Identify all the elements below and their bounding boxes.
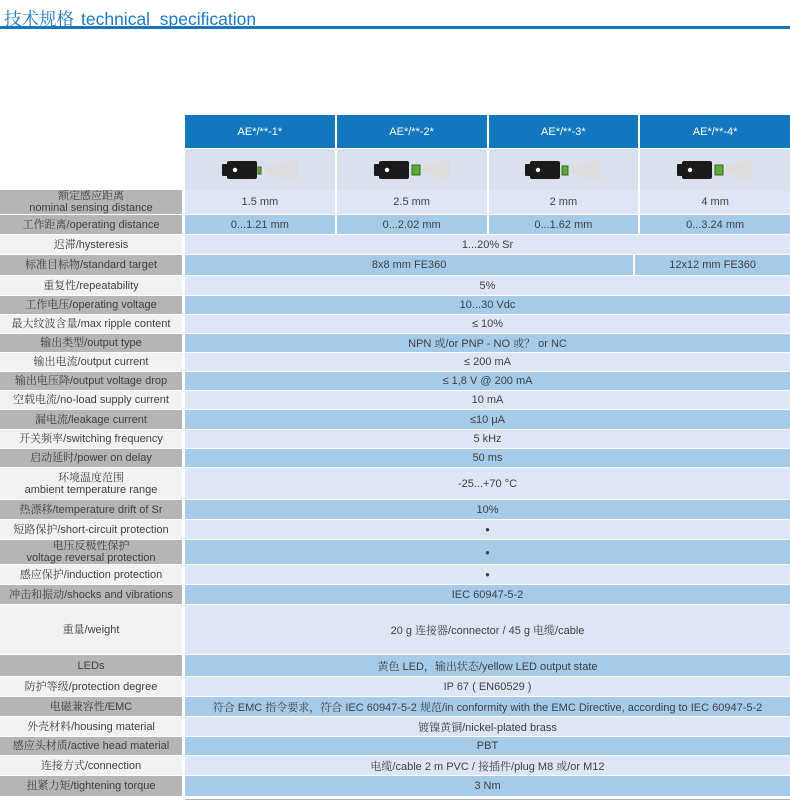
sensor-image-row [0,149,790,190]
spec-row-label: 迟滞/hysteresis [0,235,182,255]
spec-row-values [185,353,790,372]
spec-row-label: 冲击和振动/shocks and vibrations [0,585,182,605]
spec-row-values [185,235,790,255]
spec-value-cell: ● [185,520,790,540]
spec-value-cell: 12x12 mm FE360 [633,255,790,276]
spec-row-values [185,655,790,677]
spec-value-cell: ≤ 200 mA [185,353,790,372]
spec-row-label: 热漂移/temperature drift of Sr [0,500,182,520]
spec-row-label: 最大纹波含量/max ripple content [0,315,182,334]
spec-row-values [185,449,790,468]
spec-row-label: 空载电流/no-load supply current [0,391,182,410]
spec-row-values [185,296,790,315]
spec-row-values [185,315,790,334]
spec-row-values [185,605,790,655]
spec-row-values [185,585,790,605]
spec-row-label: 输出电流/output current [0,353,182,372]
sensor-beam-icon [524,156,602,184]
spec-value-cell: ● [185,565,790,585]
column-header-1: AE*/**-1* [185,115,335,148]
spec-row-label: 漏电流/leakage current [0,410,182,430]
spec-value-cell: 2.5 mm [335,190,487,215]
spec-row-values [185,276,790,296]
spec-value-cell: ≤ 10% [185,315,790,334]
spec-value-cell: ● [185,540,790,565]
spec-value-cell: 1.5 mm [185,190,335,215]
spec-value-cell: PBT [185,737,790,756]
spec-row-label: 环境温度范围 ambient temperature range [0,468,182,500]
spec-row-label: 外壳材料/housing material [0,717,182,737]
spec-value-cell: 4 mm [638,190,790,215]
spec-value-cell: 符合 EMC 指令要求，符合 IEC 60947-5-2 规范/in conformity with the EMC Directive, according to IEC 60947-5-2 [185,697,790,717]
spec-row-label: 启动延时/power on delay [0,449,182,468]
spec-row [0,296,790,315]
spec-value-cell: 5 kHz [185,430,790,449]
sensor-image-cell [487,149,639,190]
spec-value-cell: 黄色 LED，输出状态/yellow LED output state [185,655,790,677]
spec-row [0,776,790,797]
spec-row-values [185,717,790,737]
page-title-zh: 技术规格 [4,9,74,29]
spec-value-cell: 0...1.62 mm [487,215,639,235]
spec-row-values [185,520,790,540]
spec-row [0,717,790,737]
column-header-2: AE*/**-2* [335,115,487,148]
spec-row-label: 标准目标物/standard target [0,255,182,276]
spec-row [0,334,790,353]
spec-row-label: 感应保护/induction protection [0,565,182,585]
spec-row [0,235,790,255]
spec-value-cell: NPN 或/or PNP - NO 或？ or NC [185,334,790,353]
spec-value-cell: 10% [185,500,790,520]
spec-value-cell: 8x8 mm FE360 [185,255,633,276]
spec-row-label: 电磁兼容性/EMC [0,697,182,717]
spec-row-label: LEDs [0,655,182,677]
spec-row-values [185,776,790,797]
spec-value-cell: 2 mm [487,190,639,215]
spec-value-cell: ≤10 μA [185,410,790,430]
spec-row-values [185,190,790,215]
spec-table [0,115,790,800]
spec-value-cell: 0...3.24 mm [638,215,790,235]
column-header-3: AE*/**-3* [487,115,639,148]
page-title [0,0,790,29]
sensor-image-cell [185,149,335,190]
spec-row [0,520,790,540]
spec-value-cell: 镀镍黄铜/nickel-plated brass [185,717,790,737]
spec-row-values [185,540,790,565]
sensor-image-cell [638,149,790,190]
spec-row-label: 扭紧力矩/tightening torque [0,776,182,797]
spec-row-label: 输出类型/output type [0,334,182,353]
spec-row-values [185,391,790,410]
spec-row-label: 短路保护/short-circuit protection [0,520,182,540]
spec-row-values [185,756,790,776]
spec-row [0,540,790,565]
spec-row [0,315,790,334]
spec-row [0,353,790,372]
sensor-image-cell [335,149,487,190]
header-spacer [0,115,185,148]
page-title-en: technical specification [81,9,257,29]
spec-row [0,468,790,500]
spec-value-cell: -25...+70 °C [185,468,790,500]
spec-value-cell: 5% [185,276,790,296]
spec-row [0,449,790,468]
spec-row-label: 工作距离/operating distance [0,215,182,235]
image-row-spacer [0,149,185,190]
spec-value-cell: 10 mA [185,391,790,410]
spec-row [0,215,790,235]
sensor-beam-icon [221,156,299,184]
spec-row-values [185,677,790,697]
spec-row [0,585,790,605]
spec-row-label: 感应头材质/active head material [0,737,182,756]
spec-row [0,430,790,449]
spec-value-cell: 3 Nm [185,776,790,797]
spec-row [0,391,790,410]
spec-row [0,372,790,391]
spec-value-cell: IP 67 ( EN60529 ) [185,677,790,697]
spec-row-values [185,215,790,235]
spec-row [0,655,790,677]
spec-row [0,756,790,776]
spec-value-cell: 1...20% Sr [185,235,790,255]
table-bottom-rule [185,799,790,800]
spec-row-values [185,334,790,353]
spec-value-cell: 0...2.02 mm [335,215,487,235]
spec-row-label: 输出电压降/output voltage drop [0,372,182,391]
spec-row-label: 额定感应距离 nominal sensing distance [0,190,182,215]
spec-row [0,255,790,276]
spec-value-cell: 10...30 Vdc [185,296,790,315]
spec-row [0,410,790,430]
spec-row-values [185,565,790,585]
spec-row [0,500,790,520]
spec-value-cell: 0...1.21 mm [185,215,335,235]
spec-row [0,190,790,215]
spec-row-values [185,697,790,717]
spec-row-label: 连接方式/connection [0,756,182,776]
spec-row-values [185,372,790,391]
sensor-beam-icon [676,156,754,184]
spec-row [0,677,790,697]
spec-row-label: 防护等级/protection degree [0,677,182,697]
spec-value-cell: ≤ 1,8 V @ 200 mA [185,372,790,391]
spec-rows [0,190,790,797]
spec-row [0,605,790,655]
spec-row [0,737,790,756]
spec-row-label: 开关频率/switching frequency [0,430,182,449]
spec-row-values [185,410,790,430]
spec-row-label: 重复性/repeatability [0,276,182,296]
spec-row-values [185,255,790,276]
spec-row [0,565,790,585]
spec-row-values [185,737,790,756]
spec-row-label: 电压反极性保护 voltage reversal protection [0,540,182,565]
column-header-4: AE*/**-4* [638,115,790,148]
spec-value-cell: 20 g 连接器/connector / 45 g 电缆/cable [185,605,790,655]
column-headers-row [0,115,790,148]
sensor-beam-icon [373,156,451,184]
spec-value-cell: 电缆/cable 2 m PVC / 接插件/plug M8 或/or M12 [185,756,790,776]
spec-value-cell: 50 ms [185,449,790,468]
spec-value-cell: IEC 60947-5-2 [185,585,790,605]
spec-row-values [185,468,790,500]
spec-row-label: 工作电压/operating voltage [0,296,182,315]
spec-row-values [185,500,790,520]
spec-row-label: 重量/weight [0,605,182,655]
spec-row [0,697,790,717]
spec-row [0,276,790,296]
spec-row-values [185,430,790,449]
